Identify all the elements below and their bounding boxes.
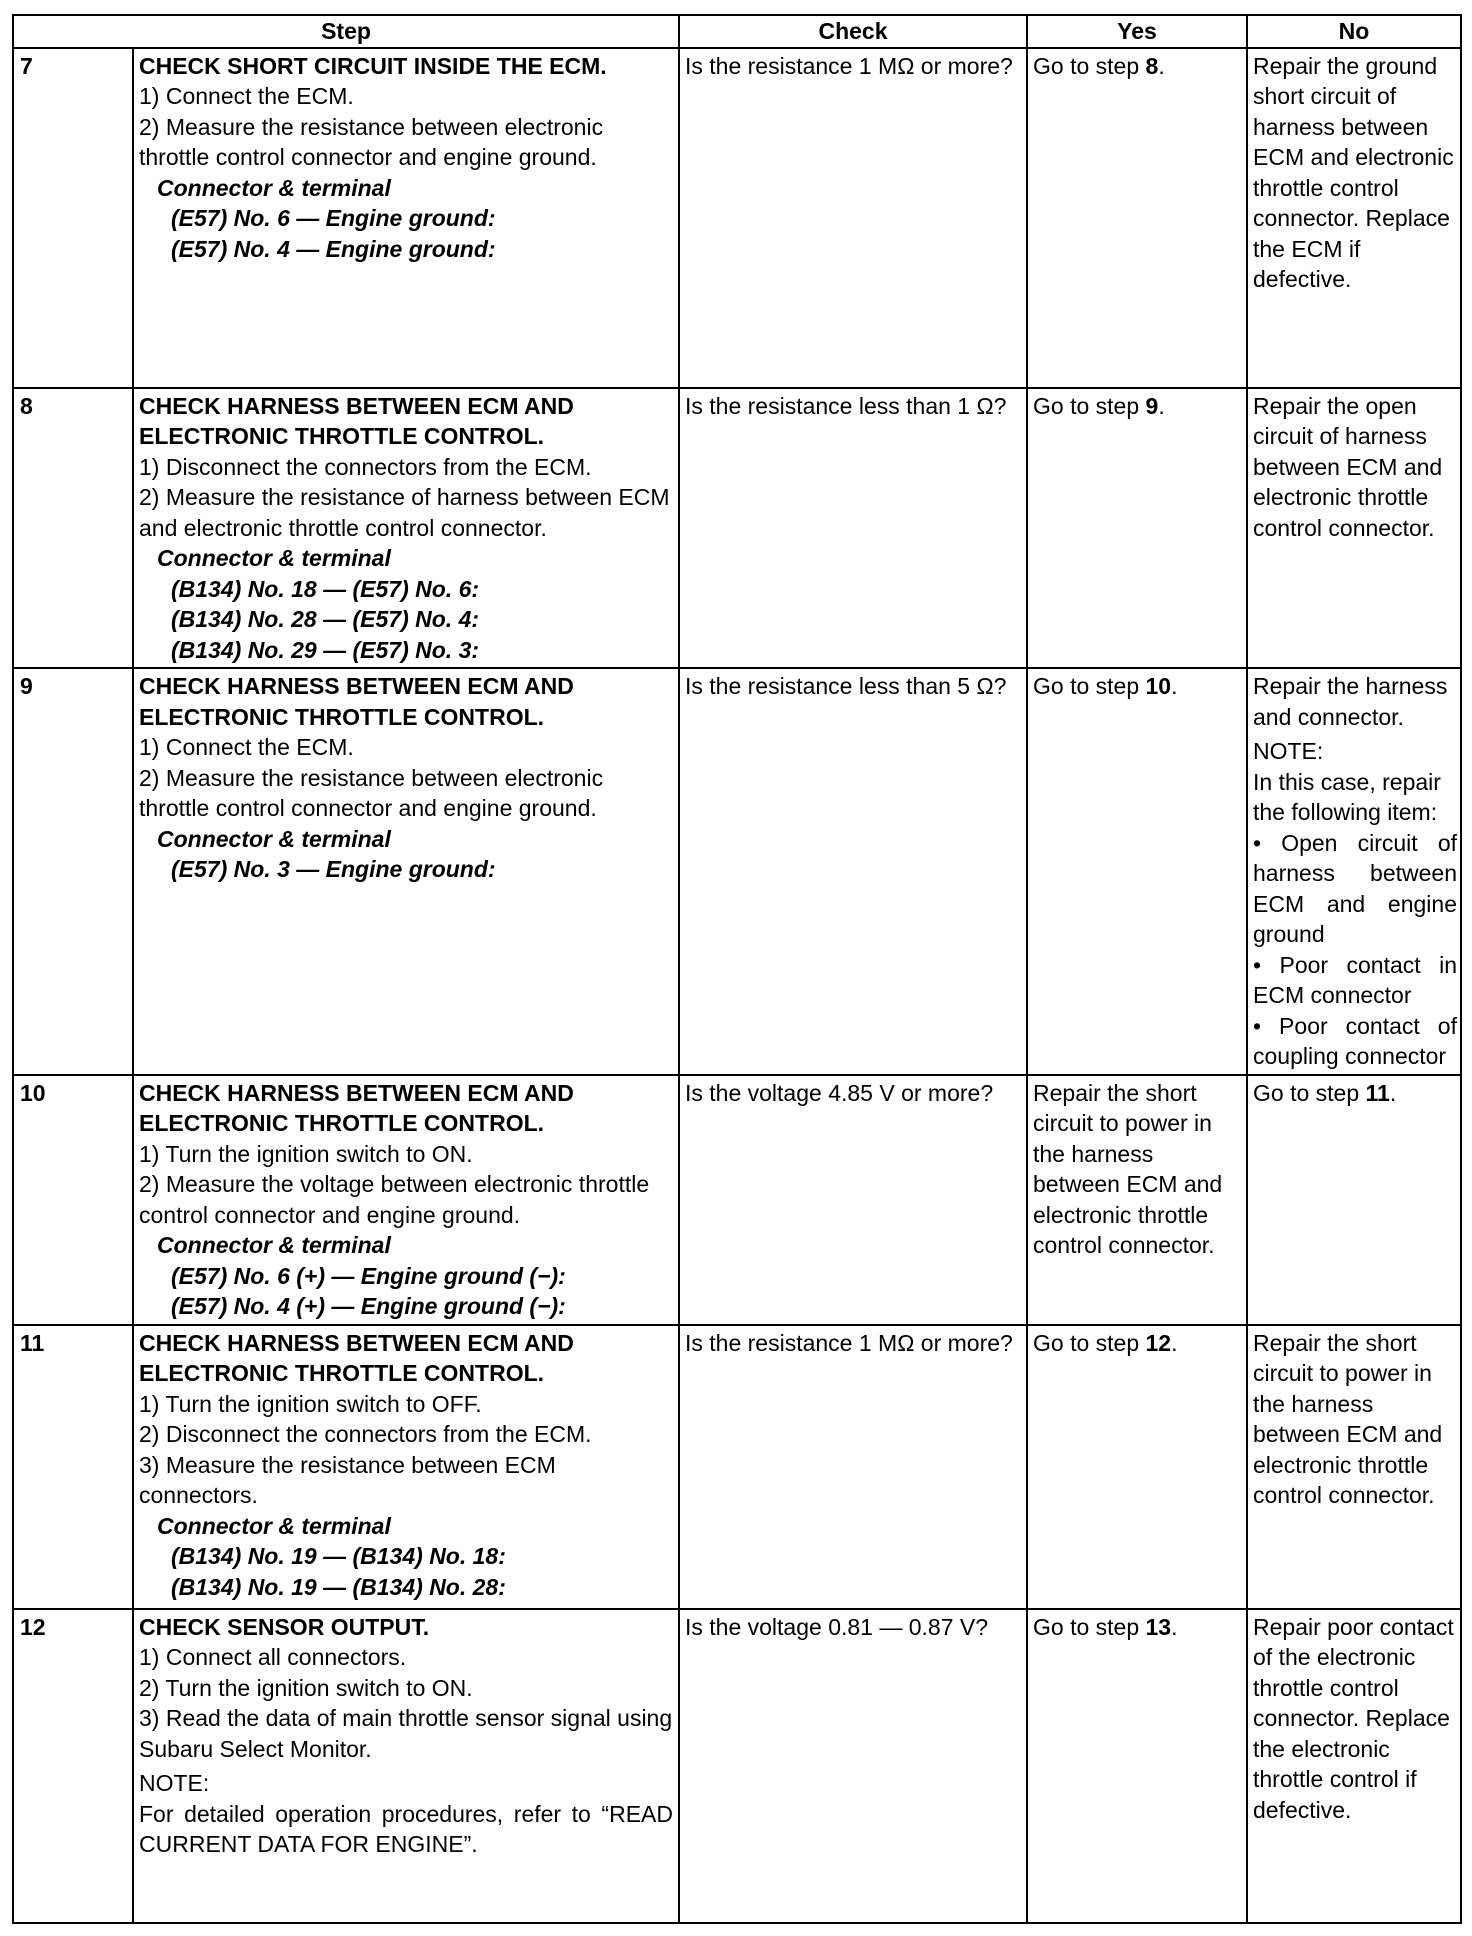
step-instruction: 2) Measure the resistance between electronic throttle control connector and engine ground. (139, 764, 604, 821)
step-number: 10 (13, 1075, 133, 1325)
check-cell: Is the resistance 1 MΩ or more? (679, 48, 1027, 388)
header-check: Check (679, 15, 1027, 48)
step-cell (133, 668, 679, 1075)
no-note-text: In this case, repair the following item: (1253, 768, 1441, 825)
no-cell (1247, 1075, 1461, 1325)
step-cell (133, 1325, 679, 1609)
yes-prefix: Go to step (1033, 392, 1146, 419)
yes-suffix: . (1171, 1613, 1178, 1640)
step-instruction: 2) Measure the resistance between electronic throttle control connector and engine ground. (139, 113, 604, 170)
table-row-8 (13, 388, 1461, 669)
step-title: CHECK HARNESS BETWEEN ECM AND ELECTRONIC THROTTLE CONTROL. (139, 392, 574, 449)
yes-step-ref: 8 (1145, 52, 1159, 79)
no-bullet: • Poor contact of coupling connector (1253, 1012, 1457, 1069)
check-cell: Is the voltage 0.81 — 0.87 V? (679, 1609, 1027, 1924)
yes-suffix: . (1171, 673, 1178, 699)
step-cell (133, 388, 679, 669)
connector-item: (E57) No. 6 — Engine ground: (171, 205, 496, 231)
connector-label: Connector & terminal (157, 1512, 391, 1539)
diagnostic-table-sheet (12, 14, 1460, 1924)
no-step-ref: 11 (1365, 1079, 1390, 1106)
step-title: CHECK SENSOR OUTPUT. (139, 1613, 430, 1640)
yes-cell (1027, 1325, 1247, 1609)
connector-item: (B134) No. 19 — (B134) No. 18: (171, 1543, 506, 1569)
connector-item: (E57) No. 3 — Engine ground: (171, 856, 496, 882)
step-number: 11 (13, 1325, 133, 1609)
yes-prefix: Go to step (1033, 673, 1146, 699)
no-intro: Repair the harness and connector. (1253, 673, 1448, 730)
step-cell (133, 48, 679, 388)
table-row-11 (13, 1325, 1461, 1609)
yes-step-ref: 12 (1145, 1329, 1172, 1356)
step-instruction: 1) Turn the ignition switch to OFF. (139, 1390, 482, 1417)
step-instruction: 2) Measure the resistance of harness between ECM and electronic throttle control connector. (139, 484, 670, 541)
check-cell: Is the resistance 1 MΩ or more? (679, 1325, 1027, 1609)
yes-cell: Repair the short circuit to power in the harness between ECM and electronic throttle control connector. (1027, 1075, 1247, 1325)
table-row-12 (13, 1609, 1461, 1924)
note-text: For detailed operation procedures, refer to “READ CURRENT DATA FOR ENGINE”. (139, 1800, 673, 1857)
step-instruction: 3) Measure the resistance between ECM connectors. (139, 1451, 556, 1508)
step-instruction: 1) Connect all connectors. (139, 1644, 407, 1670)
step-instruction: 3) Read the data of main throttle sensor signal using Subaru Select Monitor. (139, 1705, 673, 1762)
connector-label: Connector & terminal (157, 825, 391, 852)
connector-label: Connector & terminal (157, 545, 391, 571)
yes-suffix: . (1158, 52, 1165, 79)
no-cell: Repair the open circuit of harness between ECM and electronic throttle control connector. (1247, 388, 1461, 669)
no-bullet: • Open circuit of harness between ECM and engine ground (1253, 829, 1457, 947)
yes-prefix: Go to step (1033, 52, 1146, 79)
yes-prefix: Go to step (1033, 1329, 1146, 1356)
check-cell: Is the resistance less than 5 Ω? (679, 668, 1027, 1075)
yes-cell (1027, 388, 1247, 669)
yes-cell (1027, 48, 1247, 388)
note-label: NOTE: (139, 1770, 210, 1796)
step-instruction: 2) Measure the voltage between electronic throttle control connector and engine ground. (139, 1171, 650, 1228)
table-row-10 (13, 1075, 1461, 1325)
connector-item: (B134) No. 29 — (E57) No. 3: (171, 636, 480, 663)
step-number: 7 (13, 48, 133, 388)
step-title: CHECK HARNESS BETWEEN ECM AND ELECTRONIC THROTTLE CONTROL. (139, 1079, 574, 1136)
step-title: CHECK HARNESS BETWEEN ECM AND ELECTRONIC THROTTLE CONTROL. (139, 1329, 574, 1386)
yes-suffix: . (1171, 1329, 1178, 1356)
connector-item: (E57) No. 4 — Engine ground: (171, 235, 496, 262)
yes-prefix: Go to step (1033, 1613, 1146, 1640)
step-number: 12 (13, 1609, 133, 1924)
no-note-label: NOTE: (1253, 738, 1324, 764)
step-instruction: 1) Connect the ECM. (139, 734, 354, 760)
yes-cell (1027, 668, 1247, 1075)
yes-cell (1027, 1609, 1247, 1924)
connector-item: (B134) No. 28 — (E57) No. 4: (171, 606, 480, 632)
no-prefix: Go to step (1253, 1079, 1366, 1106)
step-instruction: 1) Connect the ECM. (139, 83, 354, 109)
connector-label: Connector & terminal (157, 1232, 391, 1258)
no-cell: Repair the short circuit to power in the harness between ECM and electronic throttle control connector. (1247, 1325, 1461, 1609)
connector-item: (B134) No. 18 — (E57) No. 6: (171, 575, 480, 602)
table-row-9 (13, 668, 1461, 1075)
yes-step-ref: 10 (1145, 673, 1172, 699)
step-instruction: 2) Turn the ignition switch to ON. (139, 1674, 473, 1701)
step-instruction: 1) Turn the ignition switch to ON. (139, 1140, 473, 1167)
no-suffix: . (1389, 1079, 1397, 1106)
connector-label: Connector & terminal (157, 174, 391, 201)
header-yes: Yes (1027, 15, 1247, 48)
diagnostic-table (12, 14, 1462, 1924)
check-cell: Is the resistance less than 1 Ω? (679, 388, 1027, 669)
header-row (13, 15, 1461, 48)
step-number: 9 (13, 668, 133, 1075)
step-instruction: 1) Disconnect the connectors from the ECM. (139, 453, 592, 480)
step-cell (133, 1609, 679, 1924)
no-cell (1247, 668, 1461, 1075)
no-cell: Repair the ground short circuit of harness between ECM and electronic throttle control connector. Replace the ECM if defective. (1247, 48, 1461, 388)
connector-item: (B134) No. 19 — (B134) No. 28: (171, 1573, 506, 1600)
no-cell: Repair poor contact of the electronic throttle control connector. Replace the electronic throttle control if defective. (1247, 1609, 1461, 1924)
header-no: No (1247, 15, 1461, 48)
step-cell (133, 1075, 679, 1325)
step-number: 8 (13, 388, 133, 669)
yes-step-ref: 13 (1145, 1613, 1172, 1640)
header-step: Step (13, 15, 679, 48)
check-cell: Is the voltage 4.85 V or more? (679, 1075, 1027, 1325)
yes-suffix: . (1158, 392, 1165, 419)
step-instruction: 2) Disconnect the connectors from the ECM. (139, 1421, 592, 1447)
step-title: CHECK HARNESS BETWEEN ECM AND ELECTRONIC THROTTLE CONTROL. (139, 673, 574, 730)
yes-step-ref: 9 (1145, 392, 1159, 419)
step-title: CHECK SHORT CIRCUIT INSIDE THE ECM. (139, 52, 607, 79)
no-bullet: • Poor contact in ECM connector (1253, 951, 1457, 1008)
connector-item: (E57) No. 6 (+) — Engine ground (−): (171, 1262, 566, 1289)
table-row-7 (13, 48, 1461, 388)
connector-item: (E57) No. 4 (+) — Engine ground (−): (171, 1293, 566, 1319)
